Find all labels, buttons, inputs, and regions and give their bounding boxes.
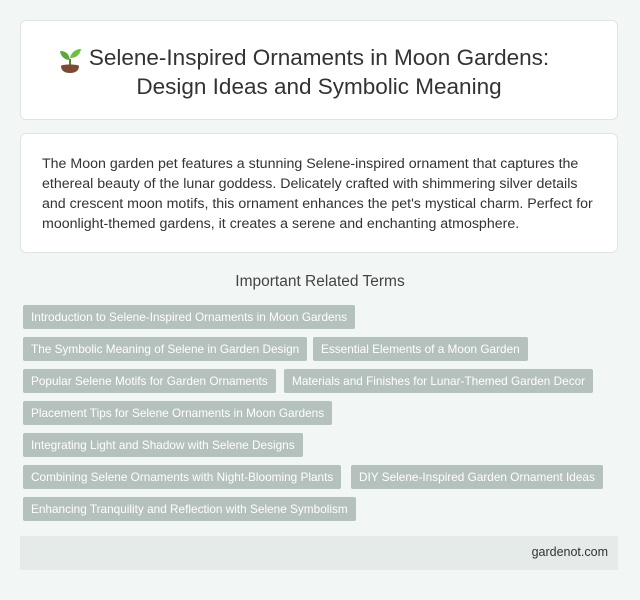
related-term-tag[interactable]: DIY Selene-Inspired Garden Ornament Ideas xyxy=(351,465,603,489)
related-terms-heading: Important Related Terms xyxy=(235,273,405,290)
description-text: The Moon garden pet features a stunning Selene-inspired ornament that captures the ethereal beauty of the lunar goddess. Delicately crafted with shimmering silver details and crescent moon motifs, this ornament enhances the pet's mystical charm. Perfect for moonlight-themed gardens, it creates a serene and enchanting atmosphere. xyxy=(42,156,593,232)
page-title-line-1: Selene-Inspired Ornaments in Moon Gardens: xyxy=(88,45,550,70)
footer-site-link[interactable]: gardenot.com xyxy=(531,545,608,559)
related-term-tag[interactable]: The Symbolic Meaning of Selene in Garden Design xyxy=(23,337,307,361)
page-title xyxy=(21,43,617,101)
description-card xyxy=(20,133,618,253)
related-term-tag[interactable]: Integrating Light and Shadow with Selene Designs xyxy=(23,433,303,457)
related-term-tag[interactable]: Placement Tips for Selene Ornaments in Moon Gardens xyxy=(23,401,332,425)
title-card xyxy=(20,20,618,120)
page-title-line-2: Design Ideas and Symbolic Meaning xyxy=(136,74,502,99)
related-term-tag[interactable]: Essential Elements of a Moon Garden xyxy=(313,337,528,361)
related-term-tag[interactable]: Combining Selene Ornaments with Night-Blooming Plants xyxy=(23,465,341,489)
related-term-tag[interactable]: Enhancing Tranquility and Reflection with Selene Symbolism xyxy=(23,497,356,521)
related-term-tag[interactable]: Introduction to Selene-Inspired Ornaments in Moon Gardens xyxy=(23,305,355,329)
related-term-tag[interactable]: Materials and Finishes for Lunar-Themed Garden Decor xyxy=(284,369,593,393)
related-term-tag[interactable]: Popular Selene Motifs for Garden Ornaments xyxy=(23,369,276,393)
footer xyxy=(20,536,618,570)
